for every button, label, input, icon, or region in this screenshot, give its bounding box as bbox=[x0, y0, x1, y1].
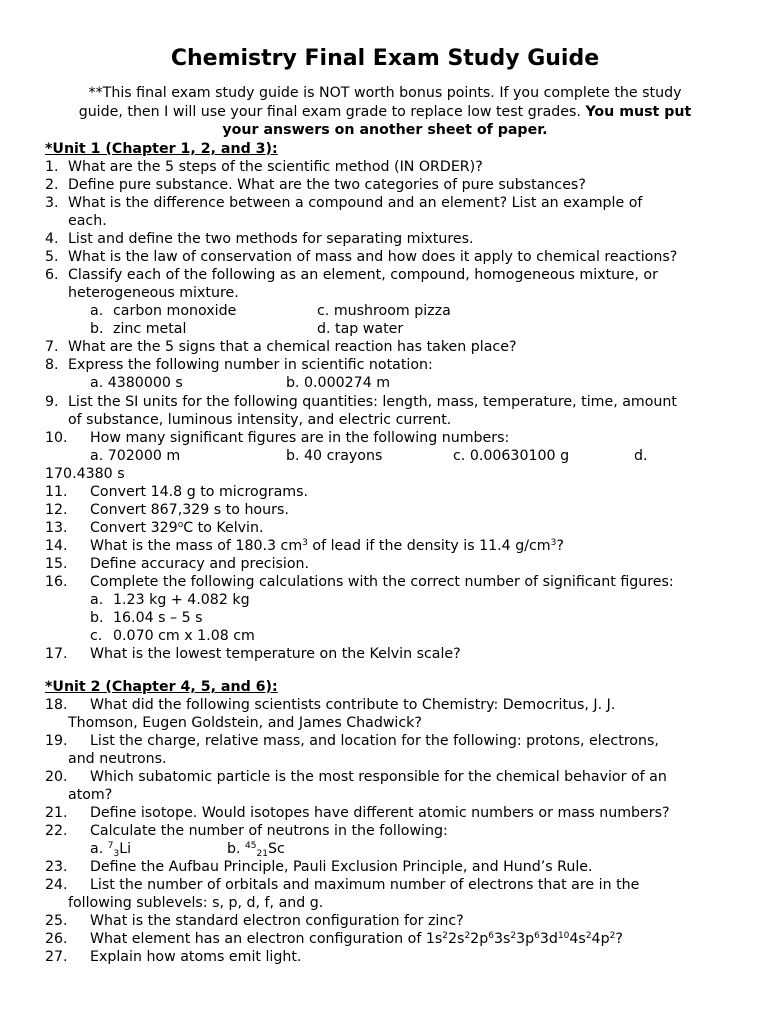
option-label: b. bbox=[90, 610, 104, 626]
question-14 bbox=[90, 537, 564, 555]
question-number: 24. bbox=[45, 877, 68, 893]
question-19-line-2: and neutrons. bbox=[68, 751, 167, 767]
question-number: 3. bbox=[45, 195, 59, 211]
exponent: 3 bbox=[550, 538, 557, 548]
config-exponent: 2 bbox=[464, 931, 471, 941]
question-10-option-b: b. 40 crayons bbox=[286, 448, 383, 464]
option-label: a. bbox=[90, 841, 104, 857]
question-16-option-a: 1.23 kg + 4.082 kg bbox=[113, 592, 250, 608]
question-20-line-1: Which subatomic particle is the most responsible for the chemical behavior of an bbox=[90, 769, 667, 785]
question-22: Calculate the number of neutrons in the following: bbox=[90, 823, 448, 839]
question-26-text: What element has an electron configuration of 1s bbox=[90, 931, 443, 947]
option-text: tap water bbox=[335, 321, 404, 337]
question-6-option-c bbox=[317, 302, 451, 320]
degree-superscript: o bbox=[177, 520, 184, 530]
intro-line-2 bbox=[45, 103, 725, 122]
unit-2-heading: *Unit 2 (Chapter 4, 5, and 6): bbox=[45, 679, 278, 695]
question-24-line-1: List the number of orbitals and maximum number of electrons that are in the bbox=[90, 877, 640, 893]
question-number: 2. bbox=[45, 177, 59, 193]
question-number: 5. bbox=[45, 249, 59, 265]
question-10-option-d: d. bbox=[634, 448, 648, 464]
question-22-option-a bbox=[90, 840, 131, 858]
option-label: b. bbox=[227, 841, 241, 857]
option-label: c. bbox=[317, 303, 330, 319]
question-17: What is the lowest temperature on the Kelvin scale? bbox=[90, 646, 461, 662]
config-orbital: ? bbox=[615, 931, 623, 947]
question-15: Define accuracy and precision. bbox=[90, 556, 310, 572]
question-3-line-1: What is the difference between a compound and an element? List an example of bbox=[68, 195, 643, 211]
question-number: 21. bbox=[45, 805, 68, 821]
question-13-text-end: C to Kelvin. bbox=[183, 520, 264, 536]
question-10-option-d-value: 170.4380 s bbox=[45, 466, 125, 482]
question-8: Express the following number in scientific notation: bbox=[68, 357, 433, 373]
question-number: 1. bbox=[45, 159, 59, 175]
atomic-number: 21 bbox=[256, 849, 268, 859]
question-10-option-a: a. 702000 m bbox=[90, 448, 181, 464]
question-13 bbox=[90, 519, 264, 537]
question-4: List and define the two methods for separating mixtures. bbox=[68, 231, 474, 247]
question-21: Define isotope. Would isotopes have different atomic numbers or mass numbers? bbox=[90, 805, 670, 821]
mass-number: 7 bbox=[107, 841, 114, 851]
question-6-option-d bbox=[317, 320, 403, 338]
intro-bold-text-2: your answers on another sheet of paper. bbox=[222, 122, 548, 138]
question-9-line-1: List the SI units for the following quantities: length, mass, temperature, time, amount bbox=[68, 394, 677, 410]
question-number: 8. bbox=[45, 357, 59, 373]
option-text: mushroom pizza bbox=[333, 303, 451, 319]
question-number: 7. bbox=[45, 339, 59, 355]
question-number: 18. bbox=[45, 697, 68, 713]
question-14-text-end: ? bbox=[556, 538, 564, 554]
question-number: 13. bbox=[45, 520, 68, 536]
mass-number: 45 bbox=[245, 841, 257, 851]
question-18-line-1: What did the following scientists contribute to Chemistry: Democritus, J. J. bbox=[90, 697, 616, 713]
config-exponent: 6 bbox=[534, 931, 540, 941]
question-10-option-c: c. 0.00630100 g bbox=[453, 448, 570, 464]
question-number: 11. bbox=[45, 484, 68, 500]
question-number: 9. bbox=[45, 394, 59, 410]
question-number: 22. bbox=[45, 823, 68, 839]
config-exponent: 6 bbox=[488, 931, 494, 941]
config-exponent: 2 bbox=[510, 931, 517, 941]
question-number: 6. bbox=[45, 267, 59, 283]
atomic-number: 3 bbox=[113, 849, 120, 859]
question-25: What is the standard electron configuration for zinc? bbox=[90, 913, 464, 929]
question-24-line-2: following sublevels: s, p, d, f, and g. bbox=[68, 895, 324, 911]
question-number: 17. bbox=[45, 646, 68, 662]
question-3-line-2: each. bbox=[68, 213, 107, 229]
question-9-line-2: of substance, luminous intensity, and electric current. bbox=[68, 412, 452, 428]
question-16-option-b: 16.04 s – 5 s bbox=[113, 610, 203, 626]
config-orbital: 3p bbox=[516, 931, 535, 947]
question-number: 26. bbox=[45, 931, 68, 947]
question-19-line-1: List the charge, relative mass, and location for the following: protons, electrons, bbox=[90, 733, 659, 749]
question-6-option-a: carbon monoxide bbox=[113, 303, 237, 319]
config-orbital: 4p bbox=[591, 931, 610, 947]
option-label: c. bbox=[90, 628, 103, 644]
question-number: 12. bbox=[45, 502, 68, 518]
option-label: a. bbox=[90, 592, 104, 608]
question-8-option-b: b. 0.000274 m bbox=[286, 375, 391, 391]
config-exponent: 10 bbox=[557, 931, 570, 941]
question-number: 16. bbox=[45, 574, 68, 590]
question-number: 10. bbox=[45, 430, 68, 446]
config-orbital: 3s bbox=[493, 931, 511, 947]
config-exponent: 2 bbox=[585, 931, 592, 941]
config-exponent: 2 bbox=[609, 931, 616, 941]
question-14-text-mid: of lead if the density is 11.4 g/cm bbox=[307, 538, 551, 554]
question-6-option-b: zinc metal bbox=[113, 321, 187, 337]
question-5: What is the law of conservation of mass and how does it apply to chemical reactions? bbox=[68, 249, 678, 265]
question-number: 4. bbox=[45, 231, 59, 247]
intro-bold-text: You must put bbox=[585, 103, 692, 120]
question-number: 14. bbox=[45, 538, 68, 554]
question-6-line-1: Classify each of the following as an element, compound, homogeneous mixture, or bbox=[68, 267, 658, 283]
question-26 bbox=[90, 930, 623, 948]
option-label: d. bbox=[317, 321, 331, 337]
question-number: 20. bbox=[45, 769, 68, 785]
question-16-option-c: 0.070 cm x 1.08 cm bbox=[113, 628, 255, 644]
question-18-line-2: Thomson, Eugen Goldstein, and James Chadwick? bbox=[68, 715, 422, 731]
question-20-line-2: atom? bbox=[68, 787, 113, 803]
question-22-option-b bbox=[227, 840, 285, 858]
config-exponent: 2 bbox=[442, 931, 449, 941]
question-8-option-a: a. 4380000 s bbox=[90, 375, 183, 391]
element-symbol: Sc bbox=[267, 841, 285, 857]
config-orbital: 4s bbox=[569, 931, 586, 947]
question-number: 19. bbox=[45, 733, 68, 749]
config-orbital: 3d bbox=[539, 931, 558, 947]
question-1: What are the 5 steps of the scientific method (IN ORDER)? bbox=[68, 159, 483, 175]
question-number: 15. bbox=[45, 556, 68, 572]
config-orbital: 2p bbox=[470, 931, 489, 947]
question-number: 27. bbox=[45, 949, 68, 965]
question-13-text: Convert 329 bbox=[90, 520, 178, 536]
page-title: Chemistry Final Exam Study Guide bbox=[170, 46, 600, 71]
unit-1-heading: *Unit 1 (Chapter 1, 2, and 3): bbox=[45, 141, 278, 157]
question-2: Define pure substance. What are the two categories of pure substances? bbox=[68, 177, 586, 193]
question-number: 23. bbox=[45, 859, 68, 875]
intro-plain-text: guide, then I will use your final exam grade to replace low test grades. bbox=[78, 103, 581, 120]
intro-line-3 bbox=[45, 121, 725, 140]
question-7: What are the 5 signs that a chemical reaction has taken place? bbox=[68, 339, 517, 355]
question-10: How many significant figures are in the following numbers: bbox=[90, 430, 510, 446]
intro-line-1: **This final exam study guide is NOT worth bonus points. If you complete the study bbox=[88, 85, 682, 101]
option-label: a. bbox=[90, 303, 104, 319]
intro-paragraph bbox=[45, 84, 725, 140]
question-16: Complete the following calculations with the correct number of significant figures: bbox=[90, 574, 674, 590]
question-11: Convert 14.8 g to micrograms. bbox=[90, 484, 308, 500]
option-label: b. bbox=[90, 321, 104, 337]
question-23: Define the Aufbau Principle, Pauli Exclusion Principle, and Hund’s Rule. bbox=[90, 859, 593, 875]
question-number: 25. bbox=[45, 913, 68, 929]
question-27: Explain how atoms emit light. bbox=[90, 949, 302, 965]
exponent: 3 bbox=[302, 538, 308, 548]
config-orbital: 2s bbox=[448, 931, 465, 947]
question-6-line-2: heterogeneous mixture. bbox=[68, 285, 239, 301]
electron-configuration bbox=[442, 931, 623, 947]
question-14-text: What is the mass of 180.3 cm bbox=[90, 538, 303, 554]
element-symbol: Li bbox=[119, 841, 132, 857]
question-12: Convert 867,329 s to hours. bbox=[90, 502, 289, 518]
